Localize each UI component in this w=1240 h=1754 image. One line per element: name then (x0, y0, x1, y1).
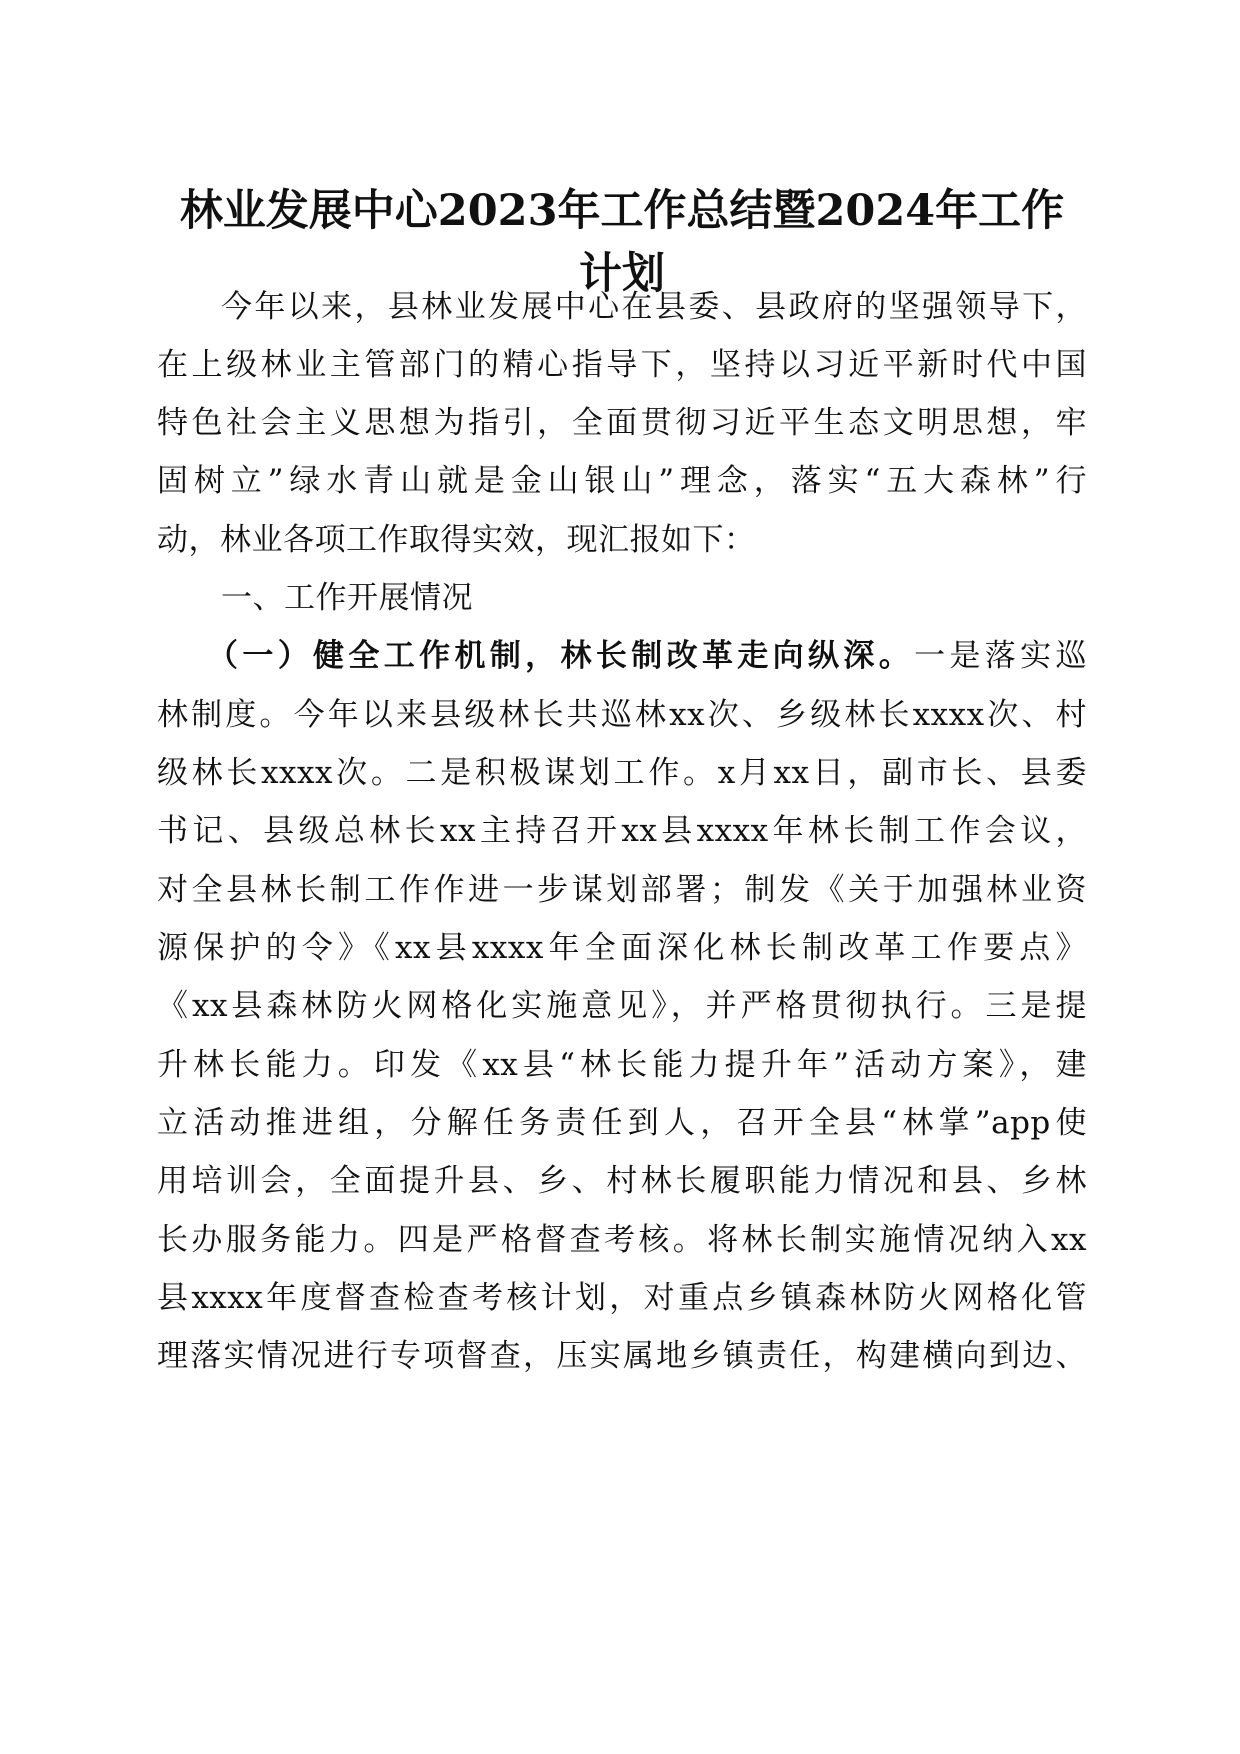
subsection-line-10: 长办服务能力。四是严格督查考核。将林长制实施情况纳入xx (157, 1222, 1087, 1258)
intro-line-3: 特色社会主义思想为指引，全面贯彻习近平生态文明思想，牢 (157, 405, 1087, 441)
intro-line-2: 在上级林业主管部门的精心指导下，坚持以习近平新时代中国 (157, 347, 1087, 383)
subsection-title: （一）健全工作机制，林长制改革走向纵深。 (207, 638, 915, 674)
subsection-line-12: 理落实情况进行专项督查，压实属地乡镇责任，构建横向到边、 (157, 1338, 1087, 1374)
document-title-line-1: 林业发展中心2023年工作总结暨2024年工作 (179, 186, 1065, 236)
subsection-line-9: 用培训会，全面提升县、乡、村林长履职能力情况和县、乡林 (157, 1163, 1087, 1199)
subsection-first-line-rest: 一是落实巡 (914, 638, 1088, 674)
subsection-line-7: 升林长能力。印发《xx县“林长能力提升年”活动方案》，建 (157, 1047, 1087, 1083)
subsection-line-2: 级林长xxxx次。二是积极谋划工作。x月xx日，副市长、县委 (157, 755, 1087, 791)
document-title-line-2: 计划 (579, 249, 665, 299)
subsection-line-5: 源保护的令》《xx县xxxx年全面深化林长制改革工作要点》 (157, 930, 1087, 966)
subsection-line-4: 对全县林长制工作作进一步谋划部署；制发《关于加强林业资 (157, 872, 1087, 908)
subsection-first-line (157, 623, 1087, 689)
subsection-line-3: 书记、县级总林长xx主持召开xx县xxxx年林长制工作会议， (157, 813, 1087, 849)
intro-line-4: 固树立”绿水青山就是金山银山”理念，落实“五大森林”行 (157, 463, 1087, 499)
section-heading: 一、工作开展情况 (221, 580, 473, 616)
subsection-line-6: 《xx县森林防火网格化实施意见》，并严格贯彻执行。三是提 (157, 988, 1087, 1024)
intro-line-5: 动，林业各项工作取得实效，现汇报如下： (157, 522, 756, 558)
subsection-line-1: 林制度。今年以来县级林长共巡林xx次、乡级林长xxxx次、村 (157, 697, 1087, 733)
document-page (157, 0, 1087, 1754)
intro-line-1: 今年以来，县林业发展中心在县委、县政府的坚强领导下， (221, 289, 1087, 325)
subsection-line-11: 县xxxx年度督查检查考核计划，对重点乡镇森林防火网格化管 (157, 1280, 1087, 1316)
subsection-line-8: 立活动推进组，分解任务责任到人，召开全县“林掌”app使 (157, 1105, 1087, 1141)
